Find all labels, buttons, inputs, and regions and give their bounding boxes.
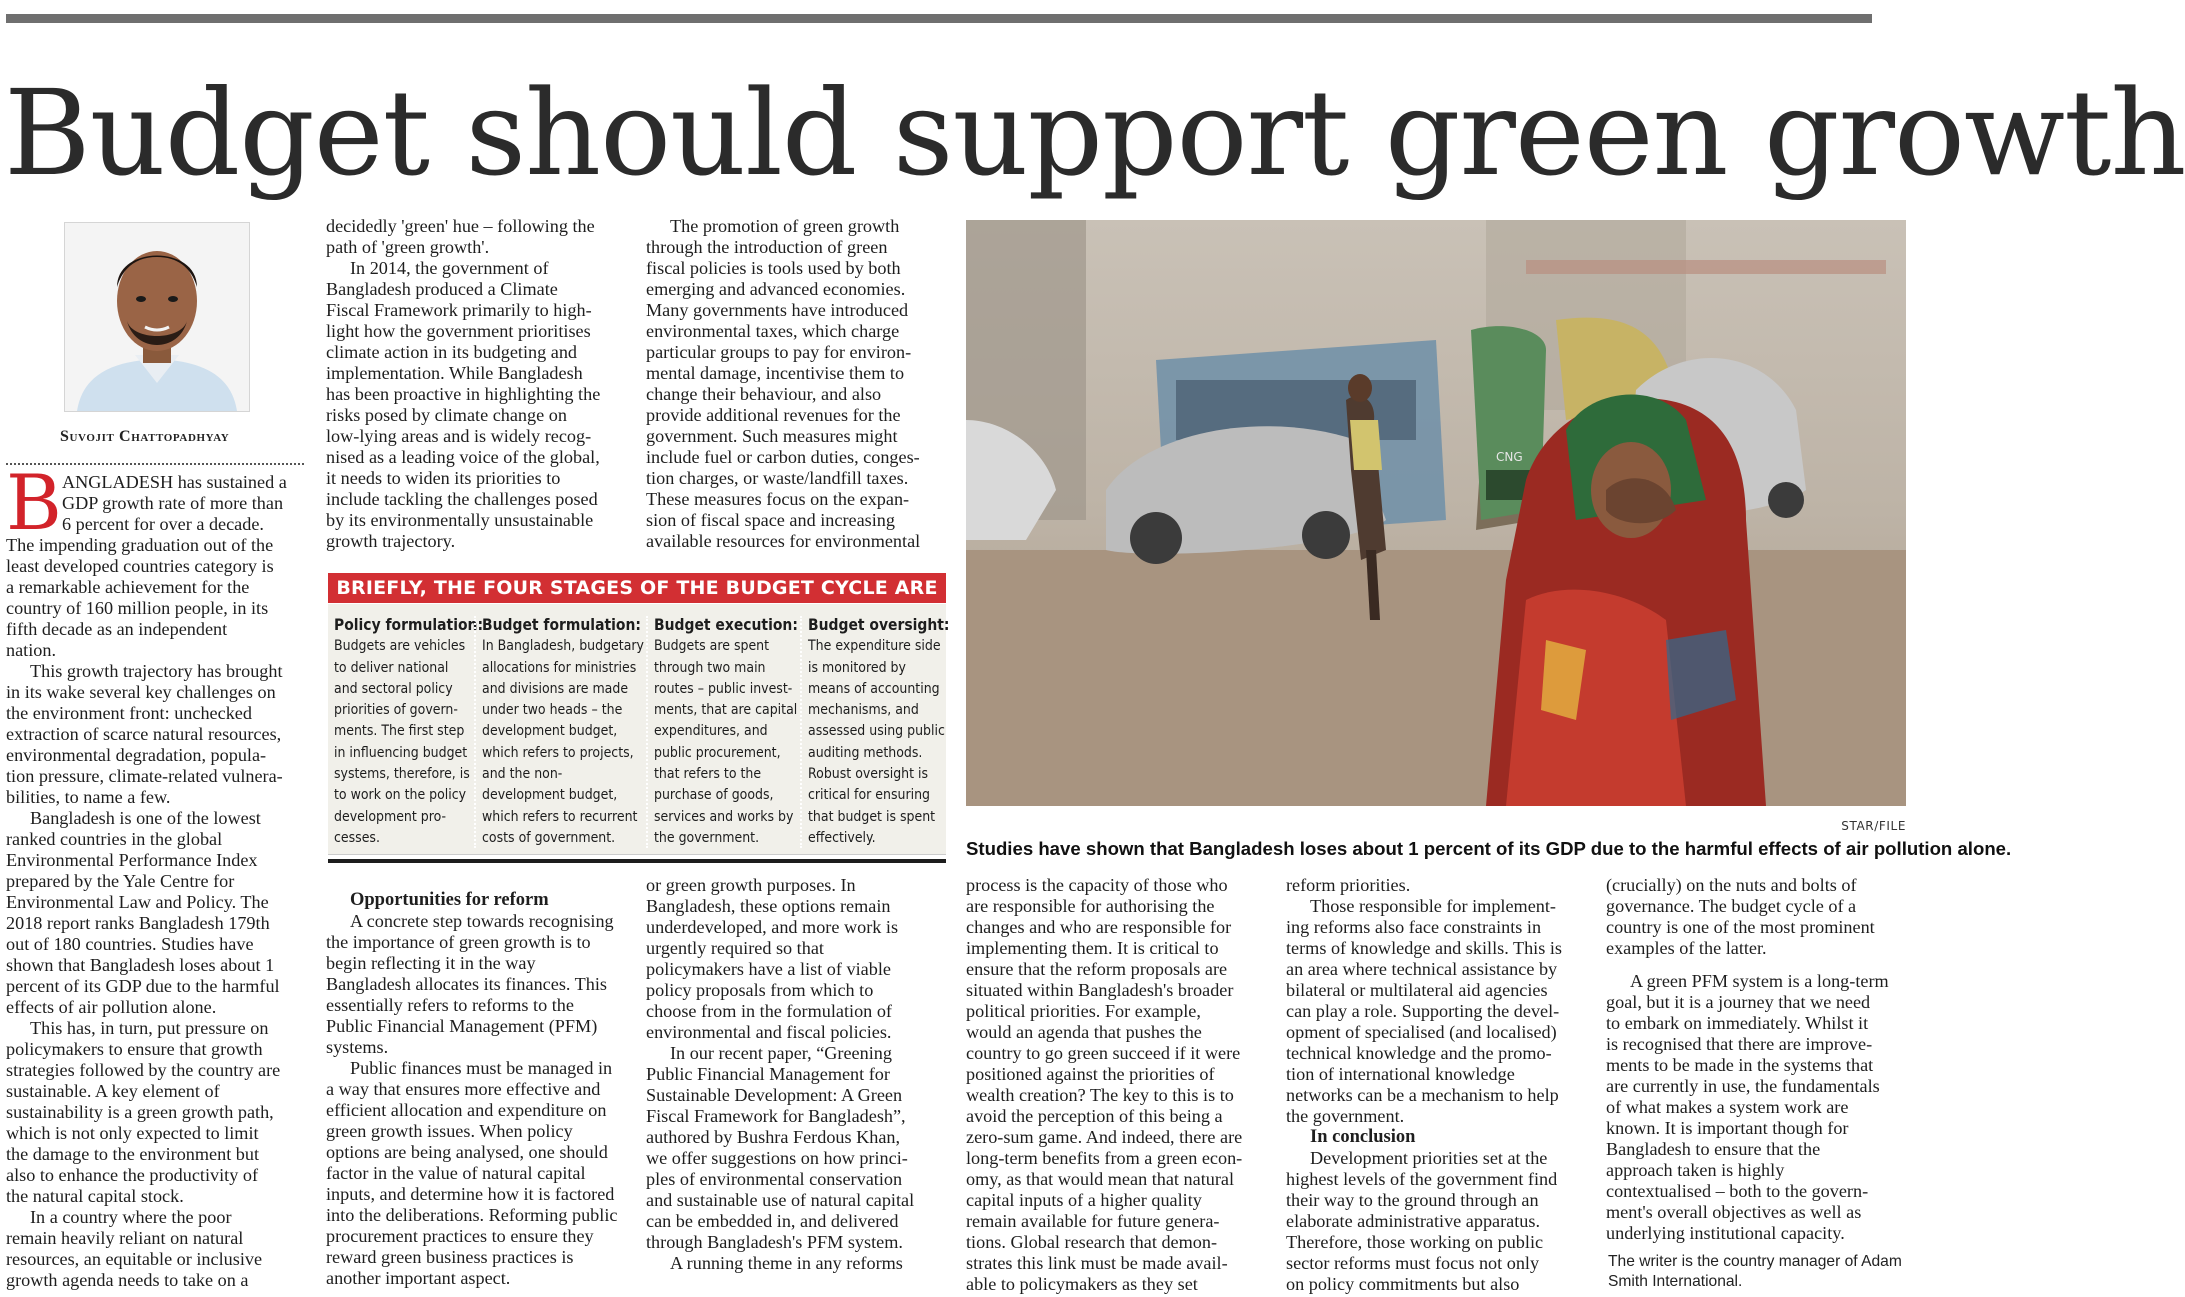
text-line: remain heavily reliant on natural [6, 1228, 244, 1248]
text-line: tion pressure, climate-related vulnera- [6, 766, 283, 786]
text-line: light how the government prioritises [326, 321, 591, 341]
text-line: through Bangladesh's PFM system. [646, 1232, 903, 1252]
text-line: avoid the perception of this being a [966, 1106, 1223, 1126]
text-line: tion charges, or waste/landfill taxes. [646, 468, 909, 488]
text-line: elaborate administrative apparatus. [1286, 1211, 1541, 1231]
headline: Budget should support green growth [4, 64, 2185, 202]
author-photo [64, 222, 250, 412]
text-line: growth trajectory. [326, 531, 456, 551]
dropcap: B [6, 458, 62, 547]
text-line: governance. The budget cycle of a [1606, 896, 1857, 916]
text-line: A green PFM system is a long-term [1630, 971, 1889, 991]
text-line: their way to the ground through an [1286, 1190, 1539, 1210]
text-line: on policy commitments but also [1286, 1274, 1520, 1294]
text-line: green growth issues. When policy [326, 1121, 573, 1141]
text-line: positioned against the priorities of [966, 1064, 1215, 1084]
text-line: situated within Bangladesh's broader [966, 980, 1234, 1000]
text-line: wealth creation? The key to this is to [966, 1085, 1234, 1105]
text-line: options are being analysed, one should [326, 1142, 608, 1162]
stage-line: purchase of goods, [654, 786, 774, 804]
text-line: strategies followed by the country are [6, 1060, 281, 1080]
text-line: (crucially) on the nuts and bolts of [1606, 875, 1857, 895]
article-column-5 [1286, 875, 1596, 1297]
text-line: inputs, and determine how it is factored [326, 1184, 615, 1204]
street-scene-illustration [966, 220, 1906, 806]
stage-line: Budgets are spent [654, 637, 770, 655]
text-line: In our recent paper, “Greening [670, 1043, 892, 1063]
stage-line: which refers to recurrent [482, 807, 638, 825]
text-line: out of 180 countries. Studies have [6, 934, 254, 954]
stage-line: to work on the policy [334, 786, 467, 804]
stage-line: Robust oversight is [808, 765, 929, 783]
text-line: This has, in turn, put pressure on [30, 1018, 269, 1038]
text-line: sion of fiscal space and increasing [646, 510, 895, 530]
budget-cycle-box-title: BRIEFLY, THE FOUR STAGES OF THE BUDGET CYCLE ARE [328, 573, 946, 603]
stage-line: is monitored by [808, 658, 906, 676]
text-line: extraction of scarce natural resources, [6, 724, 282, 744]
article-column-4 [966, 875, 1276, 1297]
text-line: policymakers to ensure that growth [6, 1039, 263, 1059]
text-line: reform priorities. [1286, 875, 1411, 895]
article-column-3-bottom [646, 875, 956, 1297]
text-line: provide additional revenues for the [646, 405, 901, 425]
text-line: percent of its GDP due to the harmful [6, 976, 280, 996]
stage-line: which refers to projects, [482, 743, 634, 761]
text-line: are currently in use, the fundamentals [1606, 1076, 1880, 1096]
text-line: country of 160 million people, in its [6, 598, 269, 618]
text-line: are responsible for authorising the [966, 896, 1215, 916]
text-line: remain available for future genera- [966, 1211, 1220, 1231]
article-column-1 [6, 472, 306, 1292]
stage-line: and sectoral policy [334, 679, 453, 697]
text-line: political priorities. For example, [966, 1001, 1201, 1021]
stage-line: assessed using public [808, 722, 945, 740]
stage-heading: Budget formulation: [482, 615, 641, 634]
text-line: sector reforms must focus not only [1286, 1253, 1540, 1273]
stage-line: that refers to the [654, 765, 762, 783]
text-line: emerging and advanced economies. [646, 279, 906, 299]
text-line: we offer suggestions on how princi- [646, 1148, 908, 1168]
text-line: Those responsible for implement- [1310, 896, 1556, 916]
text-line: into the deliberations. Reforming public [326, 1205, 618, 1225]
text-line: process is the capacity of those who [966, 875, 1228, 895]
photo-caption: Studies have shown that Bangladesh loses about 1 percent of its GDP due to the harmful effects of air pollution alone. [966, 838, 2012, 859]
text-line: omy, as that would mean that natural [966, 1169, 1235, 1189]
text-line: efficient allocation and expenditure on [326, 1100, 607, 1120]
main-photo [966, 220, 1906, 806]
text-line: This growth trajectory has brought [30, 661, 283, 681]
text-line: 2018 report ranks Bangladesh 179th [6, 913, 270, 933]
author-portrait [65, 223, 249, 411]
text-line: government. Such measures might [646, 426, 898, 446]
text-line: A concrete step towards recognising [350, 911, 614, 931]
text-line: able to policymakers as they set [966, 1274, 1198, 1294]
text-line: or green growth purposes. In [646, 875, 856, 895]
stage-line: the government. [654, 828, 760, 846]
text-line: through the introduction of green [646, 237, 888, 257]
text-line: ing reforms also face constraints in [1286, 917, 1542, 937]
text-line: to embark on immediately. Whilst it [1606, 1013, 1869, 1033]
text-line: the government. [1286, 1106, 1405, 1126]
stage-line: In Bangladesh, budgetary [482, 637, 644, 655]
stage-divider [800, 616, 802, 848]
stage-budget-oversight [808, 614, 949, 848]
stage-line: means of accounting [808, 679, 940, 697]
text-line: country to go green succeed if it were [966, 1043, 1241, 1063]
top-rule [6, 14, 1872, 23]
stage-line: cesses. [334, 828, 380, 846]
text-line: nised as a leading voice of the global, [326, 447, 600, 467]
text-line: authored by Bushra Ferdous Khan, [646, 1127, 901, 1147]
text-line: technical knowledge and the promo- [1286, 1043, 1552, 1063]
subheading: Opportunities for reform [350, 890, 549, 910]
text-line: In 2014, the government of [350, 258, 549, 278]
stage-heading: Budget execution: [654, 615, 798, 634]
text-line: bilateral or multilateral aid agencies [1286, 980, 1548, 1000]
stage-line: services and works by [654, 807, 794, 825]
text-line: growth agenda needs to take on a [6, 1270, 249, 1290]
text-line: has been proactive in highlighting the [326, 384, 601, 404]
article-column-2-bottom [326, 874, 636, 1297]
text-line: Bangladesh to ensure that the [1606, 1139, 1821, 1159]
text-line: implementing them. It is critical to [966, 938, 1219, 958]
stage-line: mechanisms, and [808, 701, 919, 719]
text-line: also to enhance the productivity of [6, 1165, 259, 1185]
text-line: begin reflecting it in the way [326, 953, 536, 973]
text-line: Sustainable Development: A Green [646, 1085, 903, 1105]
stage-line: that budget is spent [808, 807, 936, 825]
text-line: GDP growth rate of more than [62, 493, 284, 513]
text-line: the importance of green growth is to [326, 932, 591, 952]
budget-cycle-box [328, 604, 950, 855]
subheading: In conclusion [1310, 1127, 1416, 1147]
text-line: mental damage, incentivise them to [646, 363, 905, 383]
text-line: reward green business practices is [326, 1247, 574, 1267]
text-line: another important aspect. [326, 1268, 511, 1288]
text-line: environmental and fiscal policies. [646, 1022, 892, 1042]
text-line: sustainable. A key element of [6, 1081, 220, 1101]
text-line: Bangladesh allocates its finances. This [326, 974, 607, 994]
article-column-3-top [646, 216, 956, 556]
text-line: The promotion of green growth [670, 216, 900, 236]
text-line: and sustainable use of natural capital [646, 1190, 915, 1210]
stage-line: systems, therefore, is [334, 765, 470, 783]
stage-line: Budgets are vehicles [334, 637, 466, 655]
text-line: ments to be made in the systems that [1606, 1055, 1874, 1075]
text-line: Fiscal Framework primarily to high- [326, 300, 592, 320]
text-line: Public finances must be managed in [350, 1058, 613, 1078]
text-line: in its wake several key challenges on [6, 682, 276, 702]
text-line: include fuel or carbon duties, conges- [646, 447, 920, 467]
text-line: zero-sum game. And indeed, there are [966, 1127, 1243, 1147]
text-line: opment of specialised (and localised) [1286, 1022, 1557, 1042]
text-line: goal, but it is a journey that we need [1606, 992, 1871, 1012]
stage-line: The expenditure side [808, 637, 941, 655]
text-line: Bangladesh is one of the lowest [30, 808, 261, 828]
text-line: climate action in its budgeting and [326, 342, 578, 362]
stage-line: and the non- [482, 765, 563, 783]
text-line: risks posed by climate change on [326, 405, 567, 425]
text-line: path of 'green growth'. [326, 237, 490, 257]
stage-heading: Budget oversight: [808, 615, 950, 634]
section-rule-left [328, 859, 946, 863]
article-column-6 [1606, 875, 1916, 1243]
stage-line: effectively. [808, 828, 876, 846]
text-line: would an agenda that pushes the [966, 1022, 1202, 1042]
author-byline: Suvojit Chattopadhyay [60, 428, 230, 445]
text-line: low-lying areas and is widely recog- [326, 426, 592, 446]
text-line: examples of the latter. [1606, 938, 1767, 958]
text-line: fifth decade as an independent [6, 619, 228, 639]
text-line: Public Financial Management for [646, 1064, 890, 1084]
text-line: policy proposals from which to [646, 980, 874, 1000]
svg-text:CNG: CNG [1496, 450, 1523, 464]
text-line: least developed countries category is [6, 556, 274, 576]
text-line: nation. [6, 640, 57, 660]
text-line: highest levels of the government find [1286, 1169, 1558, 1189]
photo-credit: STAR/FILE [1841, 819, 1906, 833]
stage-line: ments. The first step [334, 722, 465, 740]
stage-line: in influencing budget [334, 743, 468, 761]
text-line: environmental taxes, which charge [646, 321, 900, 341]
text-line: effects of air pollution alone. [6, 997, 217, 1017]
text-line: Bangladesh, these options remain [646, 896, 891, 916]
text-line: networks can be a mechanism to help [1286, 1085, 1559, 1105]
text-line: 6 percent for over a decade. [62, 514, 264, 534]
text-line: strates this link must be made avail- [966, 1253, 1228, 1273]
stage-budget-formulation [482, 614, 644, 848]
writer-note: The writer is the country manager of Adam Smith International. [1608, 1253, 1902, 1290]
stage-line: and divisions are made [482, 679, 629, 697]
text-line: implementation. While Bangladesh [326, 363, 583, 383]
text-line: bilities, to name a few. [6, 787, 171, 807]
stage-line: auditing methods. [808, 743, 923, 761]
text-line: urgently required so that [646, 938, 824, 958]
text-line: a way that ensures more effective and [326, 1079, 601, 1099]
text-line: can play a role. Supporting the devel- [1286, 1001, 1560, 1021]
text-line: particular groups to pay for environ- [646, 342, 912, 362]
text-line: systems. [326, 1037, 389, 1057]
text-line: Bangladesh produced a Climate [326, 279, 558, 299]
stage-line: routes – public invest- [654, 679, 793, 697]
stage-budget-execution [654, 614, 798, 848]
text-line: policymakers have a list of viable [646, 959, 891, 979]
stage-policy-formulation [334, 614, 483, 848]
stage-line: priorities of govern- [334, 701, 458, 719]
text-line: of what makes a system work are [1606, 1097, 1849, 1117]
stage-divider [646, 616, 648, 848]
stage-line: through two main [654, 658, 766, 676]
text-line: underlying institutional capacity. [1606, 1223, 1845, 1243]
stage-line: costs of government. [482, 828, 616, 846]
article-column-2-top [326, 216, 636, 556]
text-line: A running theme in any reforms [670, 1253, 903, 1273]
stage-line: expenditures, and [654, 722, 768, 740]
text-line: The impending graduation out of the [6, 535, 274, 555]
text-line: the environment front: unchecked [6, 703, 252, 723]
text-line: tion of international knowledge [1286, 1064, 1515, 1084]
text-line: Many governments have introduced [646, 300, 909, 320]
text-line: change their behaviour, and also [646, 384, 882, 404]
text-line: ranked countries in the global [6, 829, 223, 849]
text-line: ples of environmental conservation [646, 1169, 903, 1189]
text-line: it needs to widen its priorities to [326, 468, 561, 488]
text-line: a remarkable achievement for the [6, 577, 250, 597]
text-line: shown that Bangladesh loses about 1 [6, 955, 275, 975]
text-line: sustainability is a green growth path, [6, 1102, 274, 1122]
text-line: choose from in the formulation of [646, 1001, 892, 1021]
text-line: environmental degradation, popula- [6, 745, 267, 765]
text-line: available resources for environmental [646, 531, 921, 551]
stage-divider [474, 616, 476, 848]
text-line: an area where technical assistance by [1286, 959, 1558, 979]
text-line: resources, an equitable or inclusive [6, 1249, 263, 1269]
text-line: ANGLADESH has sustained a [62, 472, 287, 492]
stage-line: public procurement, [654, 743, 781, 761]
text-line: decidedly 'green' hue – following the [326, 216, 595, 236]
text-line: which is not only expected to limit [6, 1123, 259, 1143]
text-line: Environmental Performance Index [6, 850, 258, 870]
text-line: Environmental Law and Policy. The [6, 892, 269, 912]
text-line: procurement practices to ensure they [326, 1226, 594, 1246]
text-line: known. It is important though for [1606, 1118, 1849, 1138]
text-line: the damage to the environment but [6, 1144, 260, 1164]
text-line: changes and who are responsible for [966, 917, 1232, 937]
stage-line: to deliver national [334, 658, 449, 676]
text-line: long-term benefits from a green econ- [966, 1148, 1243, 1168]
stage-line: allocations for ministries [482, 658, 637, 676]
text-line: Therefore, those working on public [1286, 1232, 1544, 1252]
stage-line: development budget, [482, 786, 618, 804]
text-line: can be embedded in, and delivered [646, 1211, 899, 1231]
text-line: ensure that the reform proposals are [966, 959, 1228, 979]
text-line: is recognised that there are improve- [1606, 1034, 1873, 1054]
text-line: prepared by the Yale Centre for [6, 871, 235, 891]
text-line: Public Financial Management (PFM) [326, 1016, 598, 1036]
text-line: Fiscal Framework for Bangladesh”, [646, 1106, 906, 1126]
text-line: These measures focus on the expan- [646, 489, 910, 509]
text-line: In a country where the poor [30, 1207, 232, 1227]
text-line: terms of knowledge and skills. This is [1286, 938, 1562, 958]
text-line: essentially refers to reforms to the [326, 995, 574, 1015]
stage-line: under two heads – the [482, 701, 623, 719]
text-line: underdeveloped, and more work is [646, 917, 899, 937]
text-line: factor in the value of natural capital [326, 1163, 586, 1183]
text-line: include tackling the challenges posed [326, 489, 598, 509]
stage-line: development pro- [334, 807, 447, 825]
text-line: capital inputs of a higher quality [966, 1190, 1202, 1210]
stage-line: critical for ensuring [808, 786, 931, 804]
stage-line: development budget, [482, 722, 618, 740]
text-line: country is one of the most prominent [1606, 917, 1875, 937]
stage-heading: Policy formulation: [334, 615, 484, 634]
text-line: tions. Global research that demon- [966, 1232, 1218, 1252]
text-line: by its environmentally unsustainable [326, 510, 594, 530]
stage-line: ments, that are capital [654, 701, 798, 719]
text-line: approach taken is highly [1606, 1160, 1785, 1180]
text-line: contextualised – both to the govern- [1606, 1181, 1869, 1201]
text-line: ment's overall objectives as well as [1606, 1202, 1862, 1222]
text-line: the natural capital stock. [6, 1186, 184, 1206]
text-line: fiscal policies is tools used by both [646, 258, 901, 278]
text-line: Development priorities set at the [1310, 1148, 1548, 1168]
